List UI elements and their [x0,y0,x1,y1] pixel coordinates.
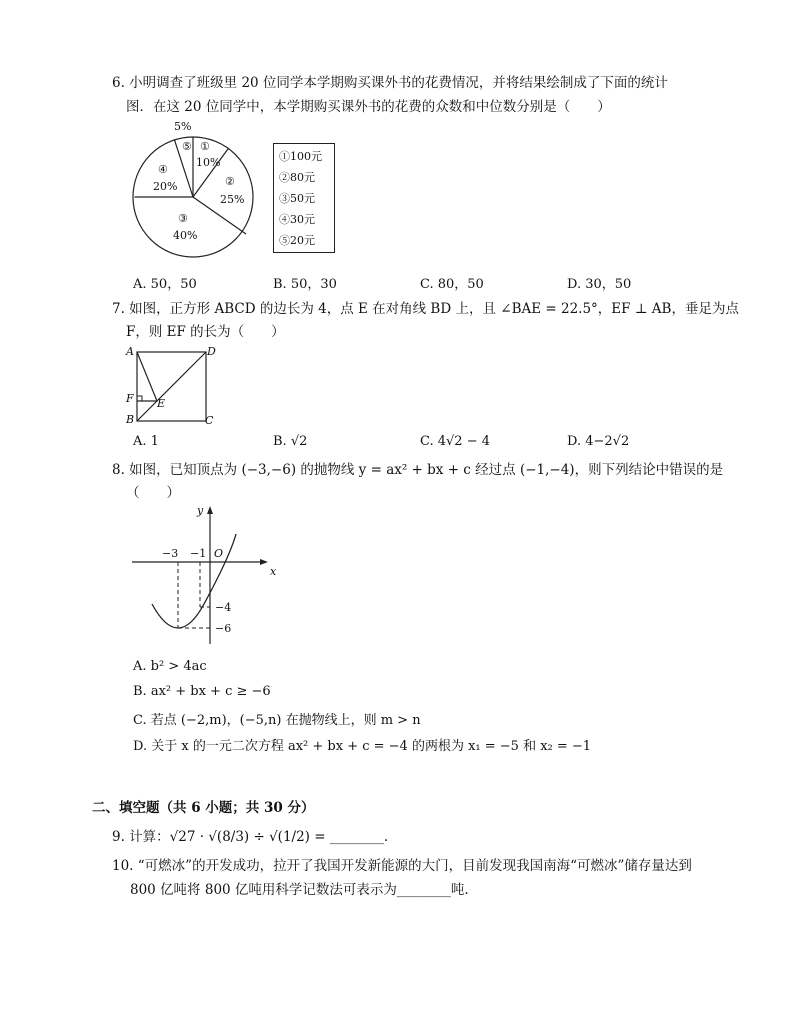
label-a: A [126,345,134,358]
graph-origin-label: O [214,547,224,560]
parabola-graph [128,504,288,649]
section-title: 二、填空题（共 6 小题；共 30 分） [92,800,315,816]
q6-option-a: A. 50，50 [133,277,197,292]
q6-option-c: C. 80，50 [420,277,484,292]
q8-option-d: D. 关于 x 的一元二次方程 ax² + bx + c = −4 的两根为 x₁ = −5 和 x₂ = −1 [133,739,592,754]
graph-tick-m3: −3 [162,547,179,560]
legend-item: ②80元 [279,171,315,184]
q10-text-line2: 800 亿吨将 800 亿吨用科学记数法可表示为________吨. [130,882,469,898]
q6-option-b: B. 50，30 [273,277,337,292]
label-f: F [126,392,134,405]
pie-mark-3: ③ [178,212,188,225]
legend-item: ⑤20元 [279,234,315,247]
pie-pct-1: 10% [196,156,221,169]
legend-item: ④30元 [279,213,315,226]
pie-mark-4: ④ [158,163,168,176]
label-c: C [205,414,214,427]
q7-option-d: D. 4−2√2 [567,434,630,449]
pie-mark-2: ② [225,175,235,188]
q6-text-line2: 图．在这 20 位同学中，本学期购买课外书的花费的众数和中位数分别是（ ） [126,99,611,115]
q8-text-line1: 8. 如图，已知顶点为 (−3,−6) 的抛物线 y = ax² + bx + c 经过点 (−1,−4)，则下列结论中错误的是 [112,462,724,478]
q7-option-c: C. 4√2 − 4 [420,434,491,449]
pie-mark-1: ① [200,140,210,153]
q10-text-line1: 10. “可燃冰”的开发成功，拉开了我国开发新能源的大门，目前发现我国南海“可燃冰”储存量达到 [112,858,692,874]
q8-option-c: C. 若点 (−2,m)，(−5,n) 在抛物线上，则 m > n [133,713,421,728]
q7-option-b: B. √2 [273,434,308,449]
q9-text: 9. 计算：√27 · √(8/3) ÷ √(1/2) = ________. [112,829,389,845]
pie-chart [120,116,270,266]
pie-pct-2: 25% [220,193,245,206]
pie-legend [273,143,335,253]
q7-text-line2: F，则 EF 的长为（ ） [126,324,285,340]
pie-pct-3: 40% [173,229,198,242]
q7-option-a: A. 1 [133,434,159,449]
graph-tick-m6: −6 [215,622,232,635]
legend-item: ①100元 [279,150,322,163]
graph-tick-m1: −1 [190,547,207,560]
q8-text-line2: （ ） [126,485,180,501]
q8-option-b: B. ax² + bx + c ≥ −6 [133,684,271,699]
q6-text-line1: 6. 小明调查了班级里 20 位同学本学期购买课外书的花费情况，并将结果绘制成了下面的统计 [112,75,668,91]
q7-text-line1: 7. 如图，正方形 ABCD 的边长为 4，点 E 在对角线 BD 上，且 ∠BAE = 22.5°，EF ⊥ AB，垂足为点 [112,301,739,317]
label-d: D [207,345,216,358]
graph-y-label: y [197,504,204,517]
pie-pct-4: 20% [153,180,178,193]
pie-mark-5: ⑤ [182,140,192,153]
label-b: B [126,413,135,426]
pie-pct-5: 5% [174,120,192,133]
label-e: E [157,397,166,410]
q6-option-d: D. 30，50 [567,277,632,292]
q8-option-a: A. b² > 4ac [133,659,207,674]
graph-x-label: x [270,565,277,578]
legend-item: ③50元 [279,192,315,205]
graph-tick-m4: −4 [215,601,232,614]
